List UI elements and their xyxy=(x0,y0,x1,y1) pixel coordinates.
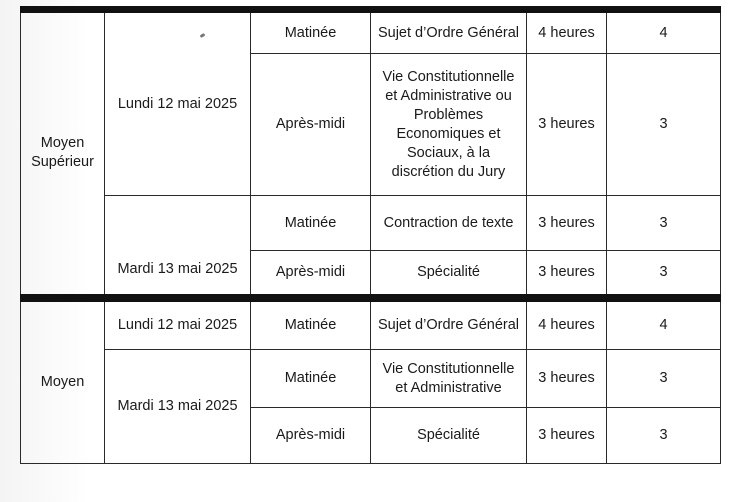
subject-cell: Sujet d’Ordre Général xyxy=(371,10,527,54)
subject-cell: Vie Constitutionnelle et Administrative xyxy=(371,350,527,408)
coefficient-cell: 3 xyxy=(607,196,721,251)
duration-cell: 3 heures xyxy=(527,251,607,298)
exam-schedule-table xyxy=(20,6,721,464)
subject-cell: Spécialité xyxy=(371,251,527,298)
session-cell: Après-midi xyxy=(251,408,371,464)
subject-cell: Contraction de texte xyxy=(371,196,527,251)
duration-cell: 3 heures xyxy=(527,408,607,464)
coefficient-cell: 3 xyxy=(607,54,721,196)
subject-cell: Vie Constitutionnelle et Administrative ou Problèmes Economiques et Sociaux, à la discrétion du Jury xyxy=(371,54,527,196)
level-cell: Moyen Supérieur xyxy=(21,10,105,298)
coefficient-cell: 3 xyxy=(607,408,721,464)
session-cell: Matinée xyxy=(251,350,371,408)
coefficient-cell: 4 xyxy=(607,298,721,350)
duration-cell: 3 heures xyxy=(527,350,607,408)
date-cell: Lundi 12 mai 2025 xyxy=(105,298,251,350)
date-cell: Lundi 12 mai 2025 xyxy=(105,10,251,196)
date-cell: Mardi 13 mai 2025 xyxy=(105,350,251,464)
subject-cell: Sujet d’Ordre Général xyxy=(371,298,527,350)
coefficient-cell: 3 xyxy=(607,251,721,298)
date-cell: Mardi 13 mai 2025 xyxy=(105,196,251,298)
table-row xyxy=(21,196,721,251)
duration-cell: 3 heures xyxy=(527,54,607,196)
session-cell: Matinée xyxy=(251,196,371,251)
duration-cell: 4 heures xyxy=(527,10,607,54)
duration-cell: 4 heures xyxy=(527,298,607,350)
duration-cell: 3 heures xyxy=(527,196,607,251)
subject-cell: Spécialité xyxy=(371,408,527,464)
session-cell: Après-midi xyxy=(251,251,371,298)
table-row xyxy=(21,10,721,54)
coefficient-cell: 4 xyxy=(607,10,721,54)
table-row xyxy=(21,298,721,350)
level-cell: Moyen xyxy=(21,298,105,464)
session-cell: Matinée xyxy=(251,298,371,350)
session-cell: Après-midi xyxy=(251,54,371,196)
session-cell: Matinée xyxy=(251,10,371,54)
coefficient-cell: 3 xyxy=(607,350,721,408)
table-row xyxy=(21,350,721,408)
